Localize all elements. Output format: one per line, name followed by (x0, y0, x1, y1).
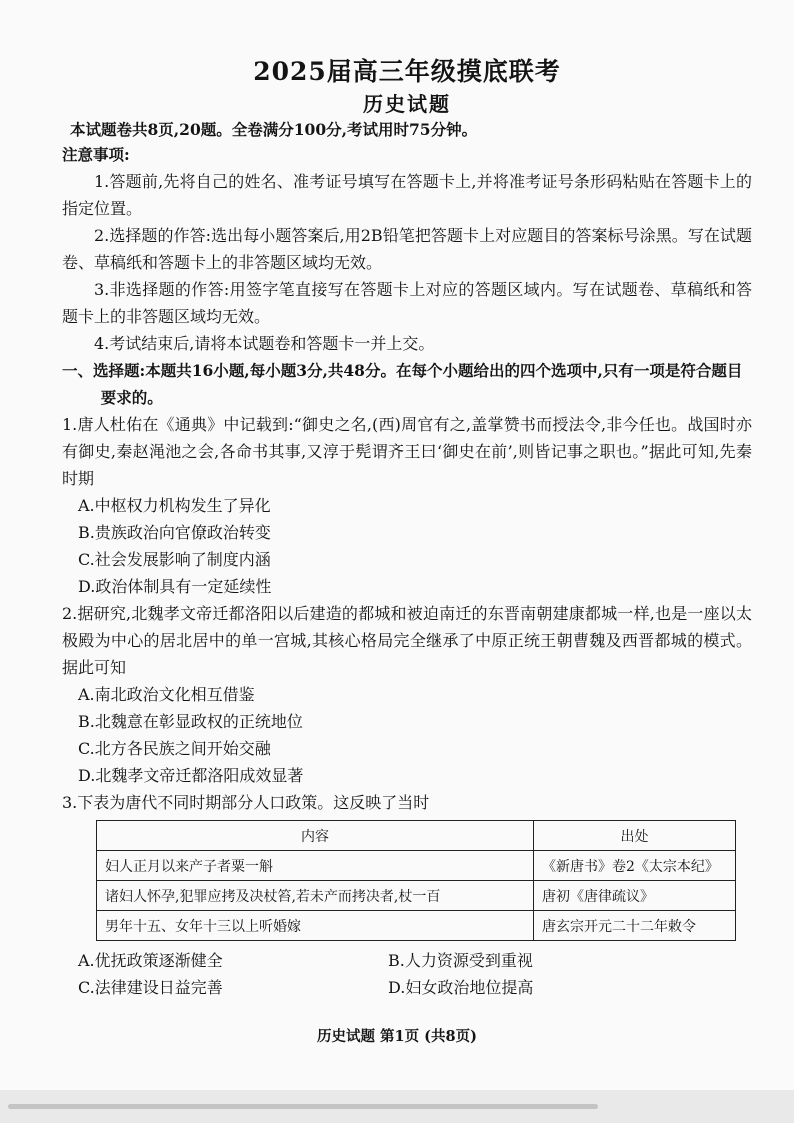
table-cell: 诸妇人怀孕,犯罪应拷及决杖笞,若未产而拷决者,杖一百 (97, 881, 534, 911)
exam-title: 2025届高三年级摸底联考 (253, 57, 561, 86)
option-a: A.南北政治文化相互借鉴 (78, 685, 255, 704)
question-stem: 3.下表为唐代不同时期部分人口政策。这反映了当时 (62, 793, 430, 812)
question-3 (62, 789, 752, 1001)
options-grid (62, 947, 752, 1001)
table-cell: 唐初《唐律疏议》 (534, 881, 736, 911)
table-header-content: 内容 (97, 821, 534, 851)
viewer-bottom-area (0, 1090, 794, 1123)
option-d: D.妇女政治地位提高 (388, 978, 534, 997)
table-row (97, 911, 736, 941)
option-c: C.法律建设日益完善 (78, 978, 223, 997)
option-b: B.贵族政治向官僚政治转变 (78, 523, 271, 542)
option-d: D.北魏孝文帝迁都洛阳成效显著 (78, 766, 304, 785)
notes-heading: 注意事项: (62, 145, 130, 164)
option-b: B.人力资源受到重视 (388, 951, 533, 970)
option-c: C.社会发展影响了制度内涵 (78, 550, 271, 569)
question-1 (62, 411, 752, 600)
table-header-source: 出处 (534, 821, 736, 851)
policy-table (96, 820, 736, 941)
horizontal-scrollbar[interactable] (8, 1104, 598, 1109)
note-item: 2.选择题的作答:选出每小题答案后,用2B铅笔把答题卡上对应题目的答案标号涂黑。写在试题卷、草稿纸和答题卡上的非答题区域均无效。 (62, 226, 752, 272)
option-c: C.北方各民族之间开始交融 (78, 739, 271, 758)
question-stem: 1.唐人杜佑在《通典》中记载到:“御史之名,(西)周官有之,盖掌赞书而授法令,非今任也。战国时亦有御史,秦赵渑池之会,各命书其事,又淳于髡谓齐王曰‘御史在前’,则皆记事之职也。”据此可知,先秦时期 (62, 415, 752, 488)
option-d: D.政治体制具有一定延续性 (78, 577, 272, 596)
table-cell: 《新唐书》卷2《太宗本纪》 (534, 851, 736, 881)
table-cell: 妇人正月以来产子者粟一斛 (97, 851, 534, 881)
table-header-row (97, 821, 736, 851)
table-cell: 男年十五、女年十三以上听婚嫁 (97, 911, 534, 941)
table-row (97, 881, 736, 911)
option-b: B.北魏意在彰显政权的正统地位 (78, 712, 303, 731)
note-item: 1.答题前,先将自己的姓名、准考证号填写在答题卡上,并将准考证号条形码粘贴在答题卡上的指定位置。 (62, 172, 752, 218)
page-content (62, 56, 752, 1001)
note-item: 3.非选择题的作答:用签字笔直接写在答题卡上对应的答题区域内。写在试题卷、草稿纸和答题卡上的非答题区域均无效。 (62, 280, 752, 326)
exam-info: 本试题卷共8页,20题。全卷满分100分,考试用时75分钟。 (70, 120, 478, 139)
question-stem: 2.据研究,北魏孝文帝迁都洛阳以后建造的都城和被迫南迁的东晋南朝建康都城一样,也是一座以太极殿为中心的居北居中的单一宫城,其核心格局完全继承了中原正统王朝曹魏及西晋都城的模式。据此可知 (62, 604, 752, 677)
page-footer: 历史试题 第1页 (共8页) (317, 1028, 477, 1045)
option-a: A.优抚政策逐渐健全 (78, 951, 223, 970)
option-a: A.中枢权力机构发生了异化 (78, 496, 271, 515)
note-item: 4.考试结束后,请将本试题卷和答题卡一并上交。 (94, 334, 435, 353)
exam-subject: 历史试题 (363, 92, 451, 116)
section-heading: 一、选择题:本题共16小题,每小题3分,共48分。在每个小题给出的四个选项中,只有一项是符合题目要求的。 (62, 361, 743, 407)
table-cell: 唐玄宗开元二十二年敕令 (534, 911, 736, 941)
question-2 (62, 600, 752, 789)
table-row (97, 851, 736, 881)
